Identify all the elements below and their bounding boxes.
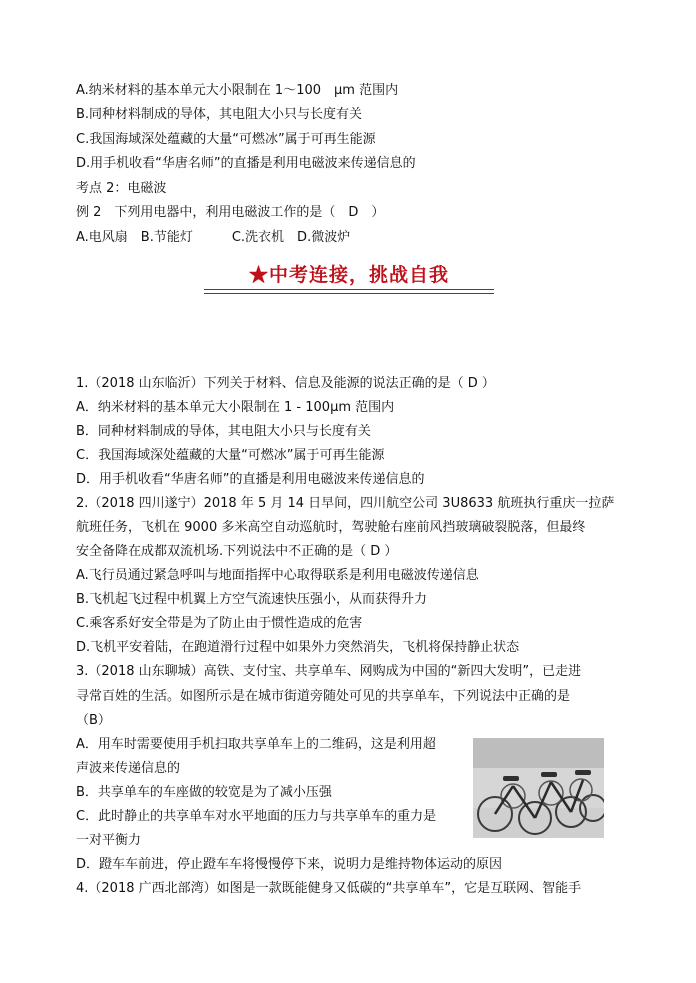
question-1: 1.（2018 山东临沂）下列关于材料、信息及能源的说法正确的是（ D ） [76,376,495,391]
question-2-cont: 航班任务，飞机在 9000 多米高空自动巡航时，驾驶舱右座前风挡玻璃破裂脱落，但最终 [76,520,586,535]
section-banner [204,264,494,294]
option-line: B．共享单车的车座做的较宽是为了减小压强 [76,785,332,800]
shared-bicycles-photo [473,738,604,838]
option-line: 一对平衡力 [76,833,142,848]
option-line: B．同种材料制成的导体，其电阻大小只与长度有关 [76,424,371,439]
option-line: D．用手机收看“华唐名师”的直播是利用电磁波来传递信息的 [76,472,425,487]
question-3: 3.（2018 山东聊城）高铁、支付宝、共享单车、网购成为中国的“新四大发明”，已走进 [76,664,582,679]
banner-divider [204,289,494,294]
banner-title: ★中考连接，挑战自我 [248,264,449,286]
question-2-cont: 安全备降在成都双流机场.下列说法中不正确的是（ D ） [76,544,398,559]
example-options: A.电风扇 B.节能灯 C.洗衣机 D.微波炉 [76,230,351,245]
text-line: B.同种材料制成的导体，其电阻大小只与长度有关 [76,107,363,122]
option-line: A．用车时需要使用手机扫取共享单车上的二维码，这是利用超 [76,737,436,752]
question-3-answer: （B） [76,713,111,728]
option-line: D.飞机平安着陆，在跑道滑行过程中如果外力突然消失，飞机将保持静止状态 [76,640,520,655]
text-line: D.用手机收看“华唐名师”的直播是利用电磁波来传递信息的 [76,156,416,171]
option-line: B.飞机起飞过程中机翼上方空气流速快压强小，从而获得升力 [76,592,428,607]
example-question: 例 2 下列用电器中，利用电磁波工作的是（ D ） [76,205,385,220]
option-line: C.乘客系好安全带是为了防止由于惯性造成的危害 [76,616,363,631]
text-line: A.纳米材料的基本单元大小限制在 1～100 μm 范围内 [76,83,399,98]
option-line: D．蹬车车前进，停止蹬车车将慢慢停下来，说明力是维持物体运动的原因 [76,857,503,872]
option-line: C．此时静止的共享单车对水平地面的压力与共享单车的重力是 [76,809,437,824]
section-heading: 考点 2：电磁波 [76,181,167,196]
option-line: A.飞行员通过紧急呼叫与地面指挥中心取得联系是利用电磁波传递信息 [76,568,479,583]
bicycle-image-icon [473,738,604,838]
question-4: 4.（2018 广西北部湾）如图是一款既能健身又低碳的“共享单车”，它是互联网、智能手 [76,881,582,896]
option-line: C．我国海域深处蕴藏的大量“可燃冰”属于可再生能源 [76,448,385,463]
option-line: A．纳米材料的基本单元大小限制在 1 - 100μm 范围内 [76,400,395,415]
question-3-cont: 寻常百姓的生活。如图所示是在城市街道旁随处可见的共享单车，下列说法中正确的是 [76,689,571,704]
question-2: 2.（2018 四川遂宁）2018 年 5 月 14 日早间，四川航空公司 3U8633 航班执行重庆一拉萨 [76,496,615,511]
option-line: 声波来传递信息的 [76,761,181,776]
text-line: C.我国海域深处蕴藏的大量“可燃冰”属于可再生能源 [76,132,376,147]
